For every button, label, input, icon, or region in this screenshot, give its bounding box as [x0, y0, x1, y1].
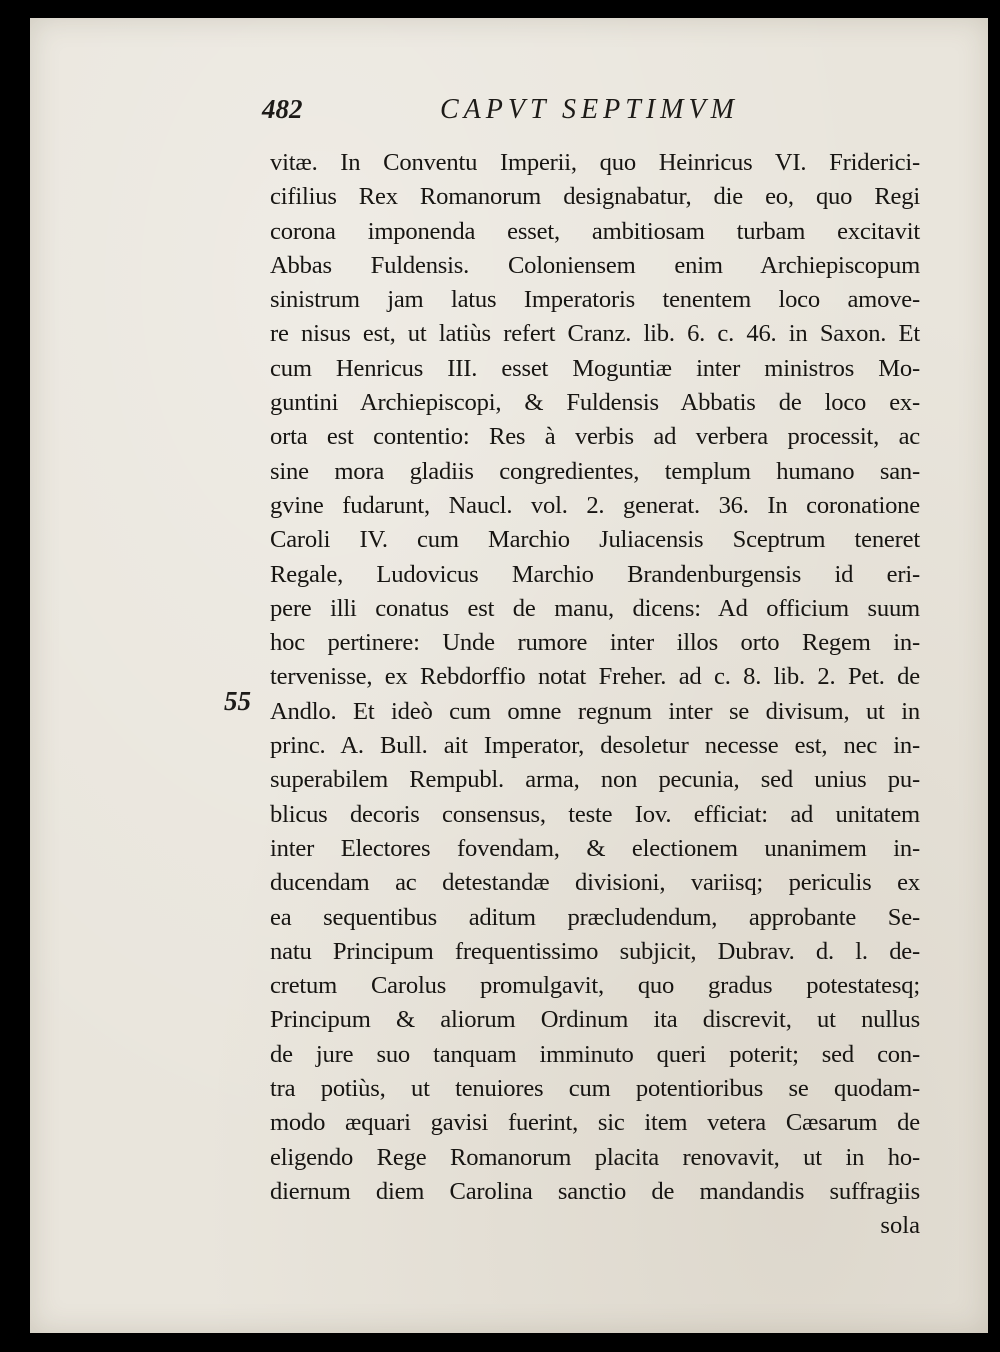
text-line: diernum diem Carolina sanctio de mandandis suffragiis	[270, 1177, 920, 1205]
text-line: ea sequentibus aditum præcludendum, approbante Se-	[270, 903, 920, 931]
text-line: ducendam ac detestandæ divisioni, variisq; periculis ex	[270, 869, 920, 897]
text-line: inter Electores fovendam, & electionem unanimem in-	[270, 834, 920, 862]
running-head: CAPVT SEPTIMVM	[440, 94, 739, 125]
text-line: vitæ. In Conventu Imperii, quo Heinricus VI. Friderici-	[270, 149, 920, 176]
text-line: corona imponenda esset, ambitiosam turbam excitavit	[270, 217, 920, 245]
text-line: tervenisse, ex Rebdorffio notat Freher. ad c. 8. lib. 2. Pet. de	[270, 663, 920, 691]
text-line: Caroli IV. cum Marchio Juliacensis Sceptrum teneret	[270, 526, 920, 554]
text-line: hoc pertinere: Unde rumore inter illos orto Regem in-	[270, 629, 920, 657]
text-line: Andlo. Et ideò cum omne regnum inter se divisum, ut in	[270, 697, 920, 725]
text-line: cum Henricus III. esset Moguntiæ inter ministros Mo-	[270, 354, 920, 382]
text-line: natu Principum frequentissimo subjicit, Dubrav. d. l. de-	[270, 937, 920, 965]
text-line: sinistrum jam latus Imperatoris tenentem loco amove-	[270, 286, 920, 314]
text-line: re nisus est, ut latiùs refert Cranz. lib. 6. c. 46. in Saxon. Et	[270, 320, 920, 348]
text-line: cifilius Rex Romanorum designabatur, die eo, quo Regi	[270, 183, 920, 211]
text-line: Abbas Fuldensis. Coloniensem enim Archiepiscopum	[270, 251, 920, 279]
text-line: guntini Archiepiscopi, & Fuldensis Abbatis de loco ex-	[270, 389, 920, 417]
text-line: superabilem Rempubl. arma, non pecunia, sed unius pu-	[270, 766, 920, 794]
text-line: princ. A. Bull. ait Imperator, desoletur necesse est, nec in-	[270, 732, 920, 760]
text-line: modo æquari gavisi fuerint, sic item vetera Cæsarum de	[270, 1109, 920, 1137]
text-line: pere illi conatus est de manu, dicens: Ad officium suum	[270, 594, 920, 622]
page-header	[262, 94, 822, 134]
catchword: sola	[880, 1212, 920, 1240]
text-line: tra potiùs, ut tenuiores cum potentioribus se quodam-	[270, 1075, 920, 1103]
text-line: eligendo Rege Romanorum placita renovavit, ut in ho-	[270, 1143, 920, 1171]
text-line: sine mora gladiis congredientes, templum humano san-	[270, 457, 920, 485]
text-line: Regale, Ludovicus Marchio Brandenburgensis id eri-	[270, 560, 920, 588]
text-line: orta est contentio: Res à verbis ad verbera processit, ac	[270, 423, 920, 451]
text-line: blicus decoris consensus, teste Iov. efficiat: ad unitatem	[270, 800, 920, 828]
text-line: Principum & aliorum Ordinum ita discrevit, ut nullus	[270, 1006, 920, 1034]
body-text	[270, 146, 920, 1244]
page-number: 482	[262, 94, 303, 124]
marginal-numeral: 55	[224, 686, 251, 716]
text-line: cretum Carolus promulgavit, quo gradus potestatesq;	[270, 972, 920, 1000]
text-line: gvine fudarunt, Naucl. vol. 2. generat. 36. In coronatione	[270, 491, 920, 519]
text-line: de jure suo tanquam imminuto queri poterit; sed con-	[270, 1040, 920, 1068]
